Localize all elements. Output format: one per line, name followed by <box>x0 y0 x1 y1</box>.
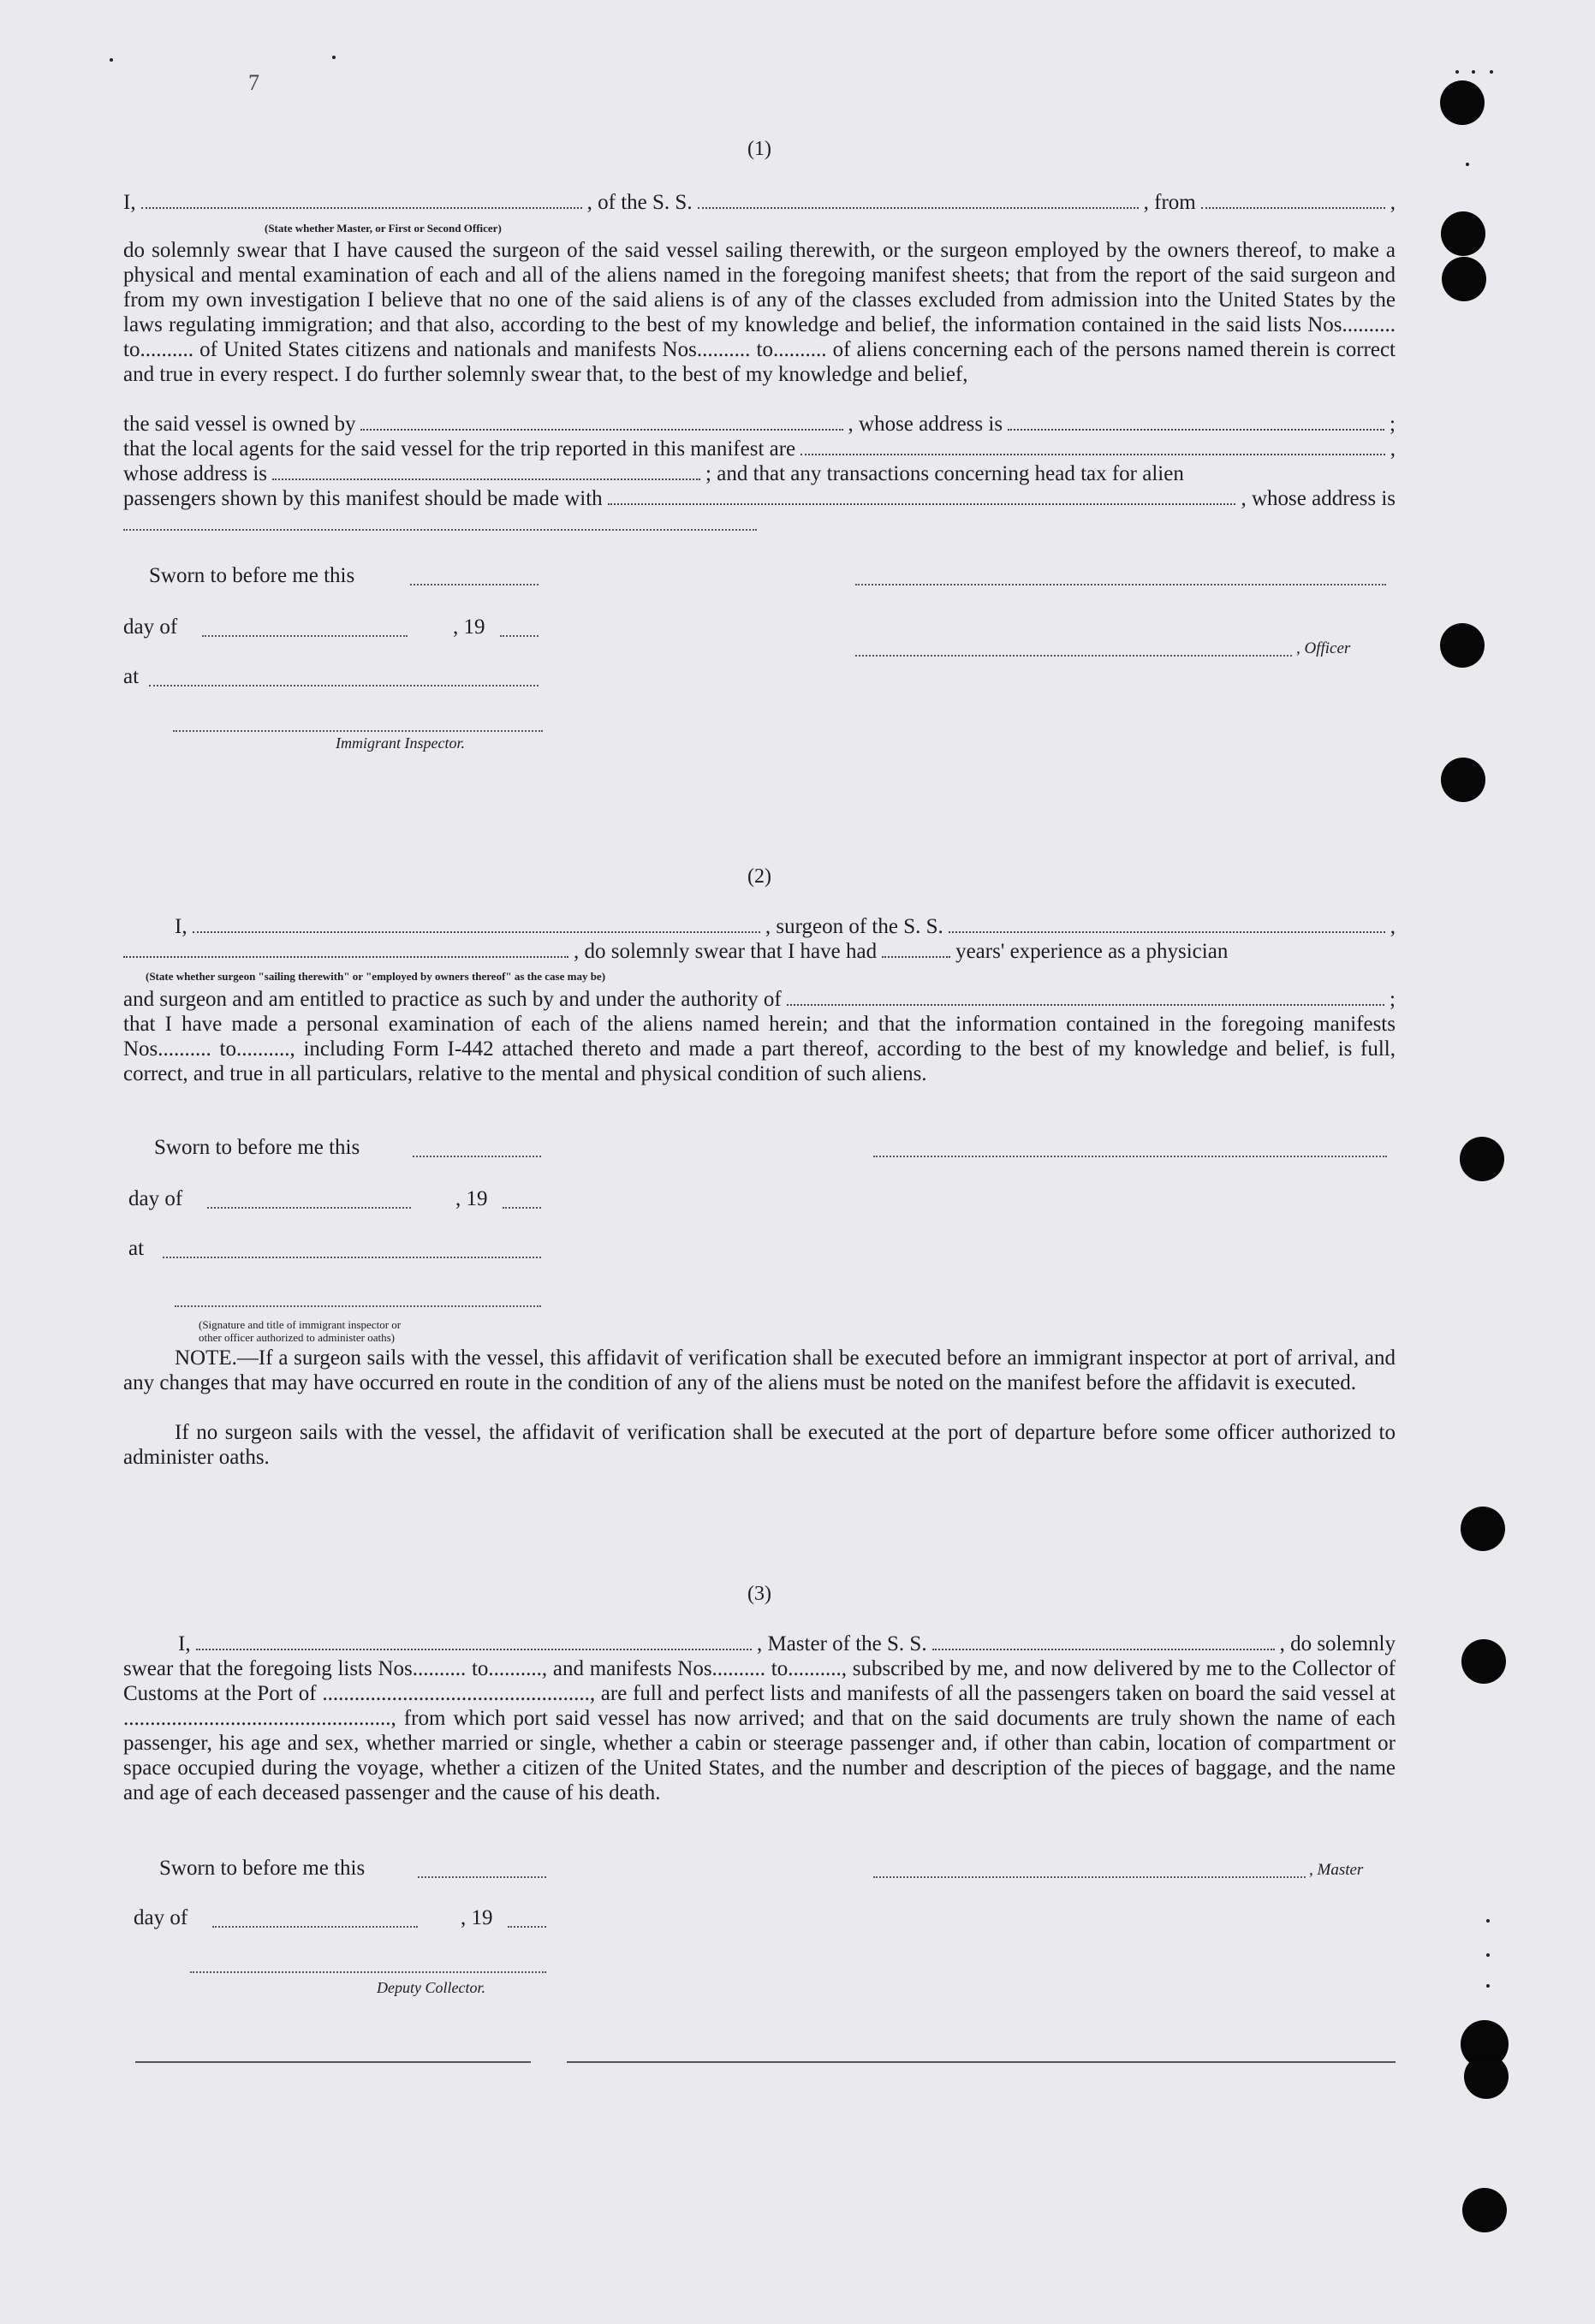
sec1-sworn: Sworn to before me this <box>149 564 355 587</box>
sec1-day-blank[interactable] <box>202 635 408 637</box>
sec1-agents-blank[interactable] <box>800 438 1385 455</box>
sec1-vessel-blank[interactable] <box>698 192 1139 209</box>
sec3-day-of: day of <box>134 1906 188 1929</box>
sec2-status-blank[interactable] <box>123 941 568 958</box>
sec1-address-line <box>123 461 1396 486</box>
section-3 <box>123 1582 1396 1996</box>
sec2-sig-caption-2: other officer authorized to administer oaths) <box>199 1331 395 1344</box>
sec1-of-ss: , of the S. S. <box>586 191 693 214</box>
speck <box>110 58 113 62</box>
sec1-officer-label: , Officer <box>1296 639 1351 657</box>
sec2-note-text: —If a surgeon sails with the vessel, this affidavit of verification shall be executed before an immigrant inspector at port of arrival, and any changes that may have occurred en route in the condition of any of the aliens must be noted on the manifest before the affidavit is executed. <box>123 1346 1396 1394</box>
sec1-agents: that the local agents for the said vessel for the trip reported in this manifest are <box>123 437 796 461</box>
sec1-whose-address-3: , whose address is <box>1241 487 1396 510</box>
sec2-sworn-blank[interactable] <box>413 1156 541 1157</box>
sec1-signature-blank[interactable] <box>855 584 1386 585</box>
sec1-headtax-blank[interactable] <box>608 488 1236 505</box>
sec1-at-blank[interactable] <box>149 685 539 687</box>
binder-hole <box>1440 80 1485 125</box>
sec1-year-blank[interactable] <box>500 635 539 637</box>
speck <box>1472 70 1475 74</box>
sec2-sworn: Sworn to before me this <box>154 1136 360 1159</box>
sec3-body: swear that the foregoing lists Nos.......... to.........., and manifests Nos.......... to.........., subscribed by me, and now delivered by me to the Collector of Customs at the Port of .................................................., are full and perfect lists and manifests of all the passengers taken on board the said vessel at .................................................., from which port said vessel has now arrived; and that on the said documents are truly shown the name of each passenger, his age and sex, whether married or single, whether a cabin or steerage passenger and, if other than cabin, location of compartment or space occupied during the voyage, whether a citizen of the United States, and the number and description of the pieces of baggage, and the name and age of each deceased passenger and the cause of his death. <box>123 1657 1396 1804</box>
sec2-year-blank[interactable] <box>503 1207 541 1209</box>
sec3-master-label: , Master <box>1309 1861 1364 1879</box>
sec2-years-blank[interactable] <box>882 941 950 958</box>
sec2-day-of: day of <box>128 1187 183 1210</box>
speck <box>1486 1984 1490 1988</box>
binder-hole <box>1462 2188 1507 2232</box>
sec2-note <box>123 1346 1396 1395</box>
sec3-year-blank[interactable] <box>508 1926 546 1928</box>
sec2-nineteen: , 19 <box>455 1187 488 1210</box>
sec3-master-blank[interactable] <box>873 1876 1306 1878</box>
sec2-at-blank[interactable] <box>163 1257 541 1258</box>
section-2 <box>123 865 1396 1469</box>
section-1 <box>123 137 1396 693</box>
sec3-solemnly: , do solemnly <box>1279 1632 1396 1655</box>
sec1-owner-address-blank[interactable] <box>1008 413 1384 431</box>
sec1-name-blank[interactable] <box>141 192 582 209</box>
sec1-inspector-signature-blank[interactable] <box>173 730 543 732</box>
speck <box>1490 70 1493 74</box>
sec1-owned-by: the said vessel is owned by <box>123 413 356 436</box>
sec1-i: I, <box>123 191 136 214</box>
sec3-nineteen: , 19 <box>461 1906 493 1929</box>
sec1-address-blank-3[interactable] <box>123 529 757 531</box>
speck <box>1455 70 1459 74</box>
sec1-whose-address-2: whose address is <box>123 462 268 485</box>
sec1-agents-line: that the local agents for the said vessel for the trip reported in this manifest are , <box>123 437 1396 461</box>
sec2-note-2: If no surgeon sails with the vessel, the affidavit of verification shall be executed at the port of departure before some officer authorized to administer oaths. <box>123 1421 1396 1469</box>
section-3-number: (3) <box>747 1583 771 1605</box>
sec2-line-1: I, , surgeon of the S. S. , <box>123 914 1396 939</box>
sec1-owner-blank[interactable] <box>360 413 842 431</box>
bottom-rule-right <box>567 2061 1396 2063</box>
speck <box>1486 1953 1490 1957</box>
binder-hole <box>1461 1639 1506 1684</box>
sec2-authority-blank[interactable] <box>787 989 1384 1006</box>
sec1-whose-address: , whose address is <box>848 413 1003 436</box>
sec2-i: I, <box>175 915 187 938</box>
sec3-line-1 <box>123 1632 1396 1656</box>
page-number-mark: 7 <box>248 70 259 95</box>
sec1-from: , from <box>1143 191 1196 214</box>
sec2-inspector-signature-blank[interactable] <box>175 1305 541 1307</box>
speck <box>332 56 336 59</box>
sec2-day-blank[interactable] <box>207 1207 411 1209</box>
bottom-rule-left <box>135 2061 531 2063</box>
sec1-nineteen: , 19 <box>453 615 485 639</box>
sec2-name-blank[interactable] <box>193 916 760 933</box>
sec2-body: that I have made a personal examination of each of the aliens named herein; and that the information contained in the foregoing manifests Nos.......... to.........., including Form I-442 attached thereto and made a part thereof, according to the best of my knowledge and belief, is full, correct, and true in all particulars, relative to the mental and physical condition of such aliens. <box>123 1013 1396 1085</box>
sec2-sig-caption-1: (Signature and title of immigrant inspector or <box>199 1318 402 1331</box>
sec1-title-caption: (State whether Master, or First or Second Officer) <box>265 222 502 235</box>
sec1-passengers-line <box>123 486 1396 511</box>
binder-hole <box>1464 2054 1509 2099</box>
sec3-vessel-blank[interactable] <box>932 1633 1275 1650</box>
binder-hole <box>1441 758 1485 802</box>
sec3-day-blank[interactable] <box>212 1926 418 1928</box>
sec1-from-blank[interactable] <box>1201 192 1385 209</box>
sec3-deputy-signature-blank[interactable] <box>190 1971 546 1973</box>
sec2-years: years' experience as a physician <box>955 940 1229 963</box>
sec1-body: do solemnly swear that I have caused the surgeon of the said vessel sailing therewith, or the surgeon employed by the owners thereof, to make a physical and mental examination of each and all of the aliens named in the foregoing manifest sheets; that from the report of the said surgeon and from my own investigation I believe that no one of the said aliens is of any of the classes excluded from admission into the United States by the laws regulating immigration; and that also, according to the best of my knowledge and belief, the information contained in the said lists Nos.......... to.......... of United States citizens and nationals and manifests Nos.......... to.......... of aliens concerning each of the persons named therein is correct and true in every respect. I do further solemnly swear that, to the best of my knowledge and belief, <box>123 239 1396 386</box>
speck <box>1466 163 1469 166</box>
binder-hole <box>1442 257 1486 301</box>
sec2-authority-line: and surgeon and am entitled to practice as such by and under the authority of ; <box>123 988 1396 1011</box>
sec2-line-2 <box>123 939 1396 964</box>
sec2-solemnly: , do solemnly swear that I have had <box>574 940 878 963</box>
sec2-surgeon-of: , surgeon of the S. S. <box>765 915 943 938</box>
sec3-sworn: Sworn to before me this <box>159 1857 366 1880</box>
sec1-owned-line: the said vessel is owned by , whose address is ; <box>123 413 1396 436</box>
sec1-at: at <box>123 665 140 688</box>
sec1-line-1: I, , of the S. S. , from , <box>123 191 1396 214</box>
sec1-day-of: day of <box>123 615 178 639</box>
section-2-number: (2) <box>747 865 771 888</box>
speck <box>1486 1919 1490 1923</box>
sec1-inspector-label: Immigrant Inspector. <box>336 734 465 752</box>
sec1-agents-address-blank[interactable] <box>272 463 700 480</box>
binder-hole <box>1461 1507 1505 1551</box>
sec3-name-blank[interactable] <box>196 1633 752 1650</box>
sec2-vessel-blank[interactable] <box>949 916 1385 933</box>
sec2-at: at <box>128 1237 145 1260</box>
sec1-officer-blank[interactable] <box>855 655 1292 657</box>
binder-hole <box>1441 211 1485 256</box>
section-1-number: (1) <box>747 138 771 160</box>
sec1-passengers: passengers shown by this manifest should be made with <box>123 487 603 510</box>
sec2-authority: and surgeon and am entitled to practice as such by and under the authority of <box>123 988 782 1011</box>
sec2-signature-blank[interactable] <box>873 1156 1387 1157</box>
sec1-transactions: ; and that any transactions concerning head tax for alien <box>705 462 1184 485</box>
sec3-sworn-blank[interactable] <box>418 1876 546 1878</box>
binder-hole <box>1440 623 1485 668</box>
sec1-sworn-blank[interactable] <box>410 584 539 585</box>
sec3-deputy-label: Deputy Collector. <box>377 1979 485 1996</box>
sec3-master-of: , Master of the S. S. <box>756 1632 927 1655</box>
sec2-status-caption: (State whether surgeon "sailing therewith" or "employed by owners thereof" as the case may be) <box>146 970 606 983</box>
binder-hole <box>1460 1137 1504 1181</box>
sec3-i: I, <box>178 1632 191 1655</box>
sec2-note-label: NOTE. <box>175 1346 237 1370</box>
